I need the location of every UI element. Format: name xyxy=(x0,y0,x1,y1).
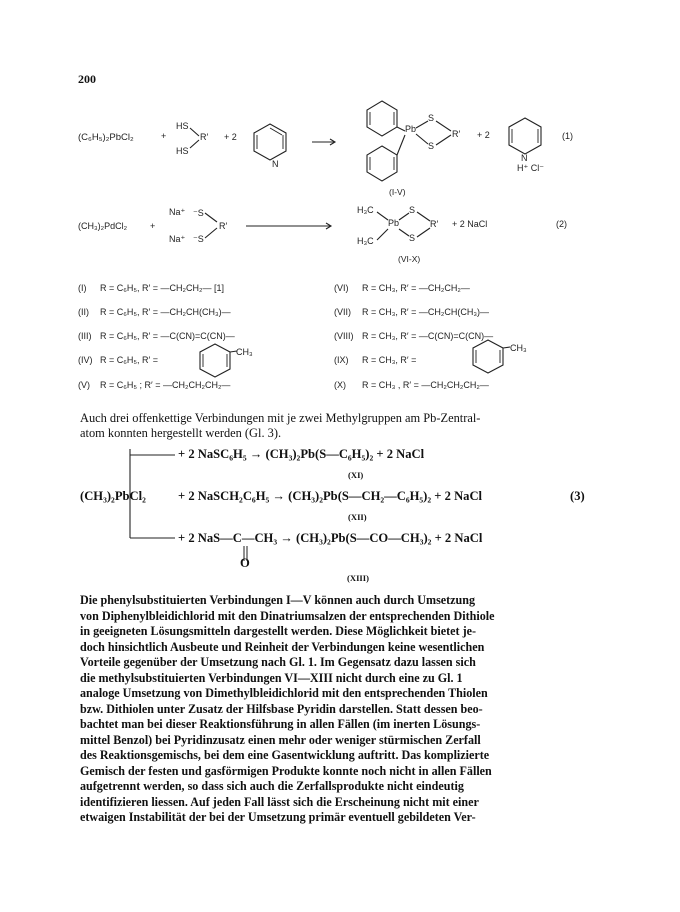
pyridinium-hcl: H⁺ Cl⁻ xyxy=(517,163,544,173)
scheme3-label2: (XII) xyxy=(348,512,367,522)
scheme1-coeff2: + 2 xyxy=(477,130,490,140)
body-line: mittel Benzol) bei Pyridinzusatz einen mehr oder weniger stürmischen Zerfall xyxy=(80,732,481,747)
scheme1-product-r: R′ xyxy=(452,129,461,139)
page-number: 200 xyxy=(78,72,96,86)
tolyl-ch3-left: CH₃ xyxy=(236,347,253,357)
def-right-1: R = CH₃, R′ = —CH₂CH₂— xyxy=(362,283,470,293)
scheme2-eq-number: (2) xyxy=(556,219,567,229)
body-line: identifizieren liessen. Auf jeden Fall lässt sich die Erscheinung nicht mit einer xyxy=(80,794,479,809)
def-right-2-id: (VII) xyxy=(334,307,351,317)
body-line: aufgetrennt werden, so dass sich auch die Zerfallsprodukte nicht eindeutig xyxy=(80,779,464,793)
body-line: etwaigen Instabilität der bei der Umsetzung primär eventuell gebildeten Ver- xyxy=(80,810,476,824)
def-left-2-id: (II) xyxy=(78,307,89,317)
body-line: Vorteile gegenüber der Umsetzung nach Gl. 1. Im Gegensatz dazu lassen sich xyxy=(80,655,476,669)
def-right-3: R = CH₃, R′ = —C(CN)=C(CN)— xyxy=(362,331,494,341)
scheme2-na-top: Na⁺ xyxy=(169,207,186,217)
scheme3-label3: (XIII) xyxy=(347,573,369,583)
scheme2-na-bottom: Na⁺ xyxy=(169,234,186,244)
def-left-5: R = C₆H₅ ; R′ = —CH₂CH₂CH₂— xyxy=(100,380,231,390)
def-left-5-id: (V) xyxy=(78,380,90,390)
tolyl-ch3-right: CH₃ xyxy=(510,343,527,353)
body-line: bzw. Dithiolen unter Zusatz der Hilfsbase Pyridin darstellen. Statt dessen beo- xyxy=(80,701,483,716)
scheme2-h3c-bottom: H₃C xyxy=(357,236,374,246)
body-line: Gemisch der festen und gasförmigen Produkte konnte noch nicht in allen Fällen xyxy=(80,763,492,778)
scheme2-ps-bottom: S xyxy=(409,233,416,243)
def-left-4-id: (IV) xyxy=(78,355,93,365)
scheme2-h3c-top: H₃C xyxy=(357,205,374,215)
scheme2-r-prime: R′ xyxy=(219,221,228,231)
scheme3-line2: + 2 NaSCH₂C₆H₅ → (CH₃)₂Pb(S—CH₂—C₆H₅)₂ + 2 NaCl xyxy=(178,489,483,503)
def-left-3-id: (III) xyxy=(78,331,92,341)
def-left-1-id: (I) xyxy=(78,283,87,293)
scheme2-ps-top: S xyxy=(409,205,416,215)
pyridine-n: N xyxy=(272,159,279,169)
scheme2-reactant: (CH₃)₂PdCl₂ xyxy=(78,221,128,231)
scheme3-carbonyl-o: O xyxy=(240,556,250,570)
def-left-4: R = C₆H₅, R′ = xyxy=(100,355,158,365)
scheme1-s-bottom: S xyxy=(428,141,435,151)
body-line: von Diphenylbleidichlorid mit den Dinatriumsalzen der entsprechenden Dithiole xyxy=(80,608,495,623)
scheme3-label1: (XI) xyxy=(348,470,364,480)
scheme2-s-top: ⁻S xyxy=(193,208,204,218)
scheme1-r-prime: R′ xyxy=(200,132,209,142)
scheme1-reactant: (C₆H₅)₂PbCl₂ xyxy=(78,132,134,143)
intro-paragraph xyxy=(80,411,600,442)
scheme2-nacl: + 2 NaCl xyxy=(452,219,488,229)
body-line: des Reaktionsgemischs, bei dem eine Gasentwicklung auftritt. Das komplizierte xyxy=(80,748,490,762)
scheme1-hs-top: HS xyxy=(176,121,189,131)
def-right-5-id: (X) xyxy=(334,380,346,390)
scheme3-line3: + 2 NaS—C—CH₃ → (CH₃)₂Pb(S—CO—CH₃)₂ + 2 NaCl xyxy=(178,531,483,545)
def-right-4: R = CH₃, R′ = xyxy=(362,355,417,365)
body-line: doch hinsichtlich Ausbeute und Reinheit der Verbindungen keine wesentlichen xyxy=(80,639,485,654)
def-left-3: R = C₆H₅, R′ = —C(CN)=C(CN)— xyxy=(100,331,235,341)
intro-line: Auch drei offenkettige Verbindungen mit je zwei Methylgruppen am Pb-Zentral- xyxy=(80,411,481,425)
scheme1-eq-number: (1) xyxy=(562,131,573,141)
def-right-4-id: (IX) xyxy=(334,355,349,365)
scheme2-compound-range: (VI-X) xyxy=(398,254,421,264)
scheme3-eq-number: (3) xyxy=(570,489,585,503)
def-left-1: R = C₆H₅, R′ = —CH₂CH₂— [1] xyxy=(100,283,224,293)
def-right-2: R = CH₃, R′ = —CH₂CH(CH₃)— xyxy=(362,307,490,317)
def-right-1-id: (VI) xyxy=(334,283,349,293)
body-line: Die phenylsubstituierten Verbindungen I—V können auch durch Umsetzung xyxy=(80,593,476,607)
scheme2-plus: + xyxy=(150,221,156,231)
scheme2-s-bottom: ⁻S xyxy=(193,234,204,244)
scheme1-compound-range: (I-V) xyxy=(389,187,406,197)
intro-line: atom konnten hergestellt werden (Gl. 3). xyxy=(80,426,282,441)
scheme1-s-top: S xyxy=(428,113,435,123)
def-left-2: R = C₆H₅, R′ = —CH₂CH(CH₃)— xyxy=(100,307,231,317)
scheme1-hs-bottom: HS xyxy=(176,146,189,156)
body-line: die methylsubstituierten Verbindungen VI—XIII nicht durch eine zu Gl. 1 xyxy=(80,670,463,685)
def-right-3-id: (VIII) xyxy=(334,331,354,341)
scheme1-coeff: + 2 xyxy=(224,132,237,142)
scheme3-line1: + 2 NaSC₆H₅ → (CH₃)₂Pb(S—C₆H₅)₂ + 2 NaCl xyxy=(178,447,425,461)
body-line: analoge Umsetzung von Dimethylbleidichlorid mit den entsprechenden Thiolen xyxy=(80,686,488,700)
scheme2-pb: Pb xyxy=(388,218,400,228)
scheme2-product-r: R′ xyxy=(430,219,439,229)
scheme1-plus: + xyxy=(161,131,167,141)
def-right-5: R = CH₃ , R′ = —CH₂CH₂CH₂— xyxy=(362,380,489,390)
scheme3-reactant: (CH₃)₂PbCl₂ xyxy=(80,489,146,503)
body-line: bachtet man bei dieser Reaktionsführung in allen Fällen (im inerten Lösungs- xyxy=(80,717,481,731)
body-paragraph xyxy=(80,593,600,826)
scheme1-pb: Pb xyxy=(405,124,417,134)
pyridinium-n: N xyxy=(521,153,528,163)
body-line: in geeigneten Lösungsmitteln dargestellt werden. Diese Möglichkeit bietet je- xyxy=(80,624,476,638)
